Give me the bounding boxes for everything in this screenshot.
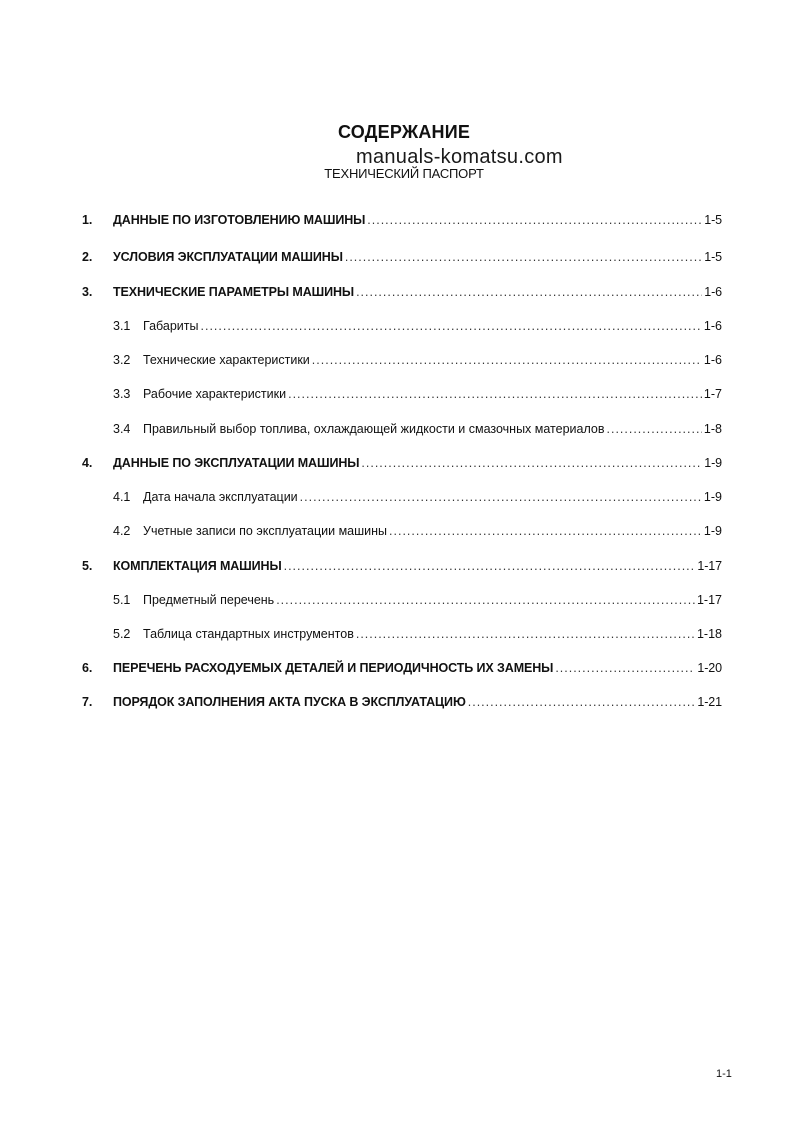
toc-entry-4-2[interactable] (82, 521, 722, 541)
toc-entry-number: 7. (82, 695, 93, 709)
toc-entry-number: 1. (82, 213, 93, 227)
toc-entry-label: Предметный перечень (143, 593, 275, 607)
toc-entry-page: 1-17 (696, 593, 722, 607)
toc-entry-4-1[interactable] (82, 487, 722, 507)
toc-entry-6[interactable] (82, 658, 722, 678)
footer-page-number: 1-1 (716, 1068, 732, 1080)
toc-entry-page: 1-6 (703, 319, 722, 333)
toc-dot-leader (356, 282, 702, 302)
toc-dot-leader (284, 556, 696, 576)
toc-dot-leader (312, 350, 702, 370)
toc-entry-page: 1-9 (703, 524, 722, 538)
toc-entry-number: 5.2 (113, 627, 131, 641)
toc-dot-leader (276, 590, 695, 610)
watermark: manuals-komatsu.com (356, 146, 563, 168)
toc-entry-page: 1-18 (696, 627, 722, 641)
toc-entry-number: 6. (82, 661, 93, 675)
toc-dot-leader (345, 247, 702, 267)
toc-entry-number: 4.2 (113, 524, 131, 538)
page-title: СОДЕРЖАНИЕ (337, 122, 471, 142)
toc-entry-page: 1-21 (697, 695, 722, 709)
toc-entry-label: Рабочие характеристики (143, 387, 287, 401)
toc-entry-5-1[interactable] (82, 590, 722, 610)
toc-entry-4[interactable] (82, 453, 722, 473)
toc-entry-number: 5. (82, 559, 93, 573)
toc-entry-label: КОМПЛЕКТАЦИЯ МАШИНЫ (113, 559, 282, 573)
toc-entry-label: ТЕХНИЧЕСКИЕ ПАРАМЕТРЫ МАШИНЫ (113, 285, 355, 299)
toc-entry-1[interactable] (82, 210, 722, 230)
toc-entry-label: ПОРЯДОК ЗАПОЛНЕНИЯ АКТА ПУСКА В ЭКСПЛУАТАЦИЮ (113, 695, 466, 709)
toc-entry-3-3[interactable] (82, 384, 722, 404)
toc-entry-page: 1-5 (704, 213, 722, 227)
toc-entry-5-2[interactable] (82, 624, 722, 644)
toc-entry-number: 4. (82, 456, 93, 470)
toc-entry-number: 3. (82, 285, 93, 299)
toc-entry-number: 3.3 (113, 387, 131, 401)
toc-dot-leader (555, 658, 695, 678)
toc-entry-page: 1-17 (697, 559, 722, 573)
toc-entry-number: 3.4 (113, 422, 131, 436)
toc-entry-label: Правильный выбор топлива, охлаждающей жидкости и смазочных материалов (143, 422, 605, 436)
toc-entry-3-1[interactable] (82, 316, 722, 336)
toc-dot-leader (389, 521, 702, 541)
toc-entry-page: 1-7 (703, 387, 722, 401)
toc-entry-number: 2. (82, 250, 93, 264)
toc-entry-7[interactable] (82, 692, 722, 712)
toc-entry-page: 1-20 (697, 661, 722, 675)
toc-entry-3-2[interactable] (82, 350, 722, 370)
toc-entry-number: 5.1 (113, 593, 131, 607)
toc-entry-3-4[interactable] (82, 419, 722, 439)
toc-dot-leader (356, 624, 695, 644)
toc-entry-label: ДАННЫЕ ПО ИЗГОТОВЛЕНИЮ МАШИНЫ (113, 213, 366, 227)
toc-entry-page: 1-5 (704, 250, 722, 264)
toc-entry-label: Дата начала эксплуатации (143, 490, 298, 504)
toc-dot-leader (468, 692, 696, 712)
toc-entry-label: Технические характеристики (143, 353, 310, 367)
toc-dot-leader (367, 210, 702, 230)
toc-entry-page: 1-6 (704, 285, 722, 299)
toc-entry-page: 1-9 (703, 490, 722, 504)
toc-entry-label: ДАННЫЕ ПО ЭКСПЛУАТАЦИИ МАШИНЫ (113, 456, 360, 470)
toc-entry-page: 1-9 (704, 456, 722, 470)
toc-dot-leader (361, 453, 702, 473)
toc-entry-page: 1-8 (703, 422, 722, 436)
toc-entry-label: Габариты (143, 319, 199, 333)
toc-entry-number: 4.1 (113, 490, 131, 504)
toc-entry-label: Таблица стандартных инструментов (143, 627, 354, 641)
toc-entry-label: ПЕРЕЧЕНЬ РАСХОДУЕМЫХ ДЕТАЛЕЙ И ПЕРИОДИЧНОСТЬ ИХ ЗАМЕНЫ (113, 661, 554, 675)
toc-entry-label: Учетные записи по эксплуатации машины (143, 524, 388, 538)
toc-entry-page: 1-6 (703, 353, 722, 367)
toc-entry-label: УСЛОВИЯ ЭКСПЛУАТАЦИИ МАШИНЫ (113, 250, 343, 264)
toc-entry-5[interactable] (82, 556, 722, 576)
toc-dot-leader (300, 487, 702, 507)
toc-entry-2[interactable] (82, 247, 722, 267)
toc-entry-number: 3.2 (113, 353, 131, 367)
toc-dot-leader (607, 419, 702, 439)
toc-dot-leader (288, 384, 702, 404)
page-subtitle: ТЕХНИЧЕСКИЙ ПАСПОРТ (324, 166, 484, 181)
toc-dot-leader (201, 316, 702, 336)
toc-entry-number: 3.1 (113, 319, 131, 333)
toc-entry-3[interactable] (82, 282, 722, 302)
